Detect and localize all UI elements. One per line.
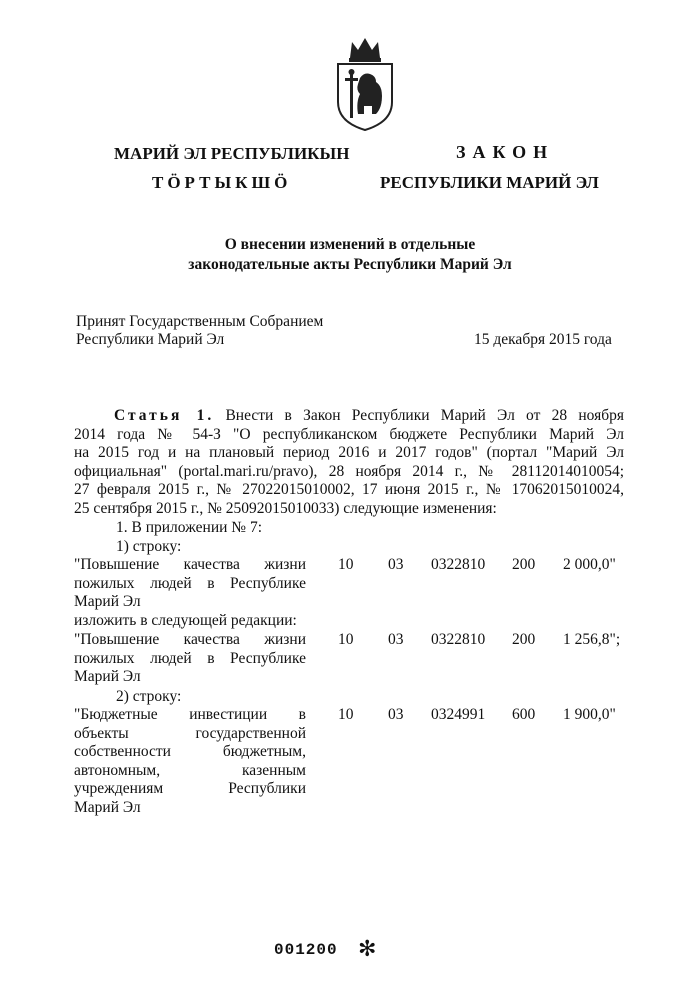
row1-amount: 2 000,0" — [563, 556, 616, 573]
row1-desc-line: пожилых людей в Республике — [74, 574, 306, 592]
row1-desc-line: "Повышение качества жизни — [74, 556, 306, 573]
article-line: 25 сентября 2015 г., № 25092015010033) следующие изменения: — [74, 499, 497, 517]
law-title-line1: О внесении изменений в отдельные — [224, 236, 476, 253]
row3-subsection: 03 — [388, 706, 404, 723]
item-1: 1. В приложении № 7: — [116, 519, 263, 536]
row2-desc-line: "Повышение качества жизни — [74, 631, 306, 648]
row2-amount: 1 256,8"; — [563, 631, 621, 648]
row2-description — [74, 631, 306, 687]
article-line: 2014 года № 54-З "О республиканском бюджете Республики Марий Эл — [74, 425, 624, 443]
row1-desc-line: Марий Эл — [74, 593, 141, 611]
header-left-line1: МАРИЙ ЭЛ РЕСПУБЛИКЫН — [114, 144, 350, 163]
adoption-line1: Принят Государственным Собранием — [76, 313, 324, 330]
header-right-line2: РЕСПУБЛИКИ МАРИЙ ЭЛ — [380, 173, 599, 192]
header-left-line2: ТӦРТЫКШӦ — [152, 173, 292, 192]
article-line: 27 февраля 2015 г., № 27022015010002, 17 июня 2015 г., № 17062015010024, — [74, 481, 624, 499]
row3-description — [74, 706, 306, 818]
row3-desc-line: собственности бюджетным, — [74, 743, 306, 761]
row2-subsection: 03 — [388, 631, 404, 648]
row3-desc-line: объекты государственной — [74, 724, 306, 742]
row3-desc-line: учреждениям Республики — [74, 780, 306, 798]
asterisk-mark: ✻ — [358, 937, 377, 962]
row1-target-article: 0322810 — [431, 556, 486, 573]
law-title-line2: законодательные акты Республики Марий Эл — [188, 256, 512, 273]
document-serial-number: 001200 — [274, 941, 338, 959]
article-line — [74, 407, 624, 426]
row3-expense-type: 600 — [512, 706, 536, 723]
row2-desc-line: пожилых людей в Республике — [74, 649, 306, 667]
row1-subsection: 03 — [388, 556, 404, 573]
row3-amount: 1 900,0" — [563, 706, 616, 723]
article-line: официальная" (portal.mari.ru/pravo), 28 ноября 2014 г., № 28112014010054; — [74, 462, 624, 480]
row3-target-article: 0324991 — [431, 706, 486, 723]
coat-of-arms-emblem — [330, 36, 400, 132]
subitem-1: 1) строку: — [116, 538, 182, 555]
row3-desc-line: "Бюджетные инвестиции в — [74, 706, 306, 723]
article-line: на 2015 год и на плановый период 2016 и 2017 годов" (портал "Марий Эл — [74, 444, 624, 462]
subitem-2: 2) строку: — [116, 688, 182, 705]
article-paragraph — [74, 407, 624, 519]
article-label: Статья 1. — [114, 407, 215, 424]
row2-expense-type: 200 — [512, 631, 536, 648]
row2-target-article: 0322810 — [431, 631, 486, 648]
row1-section: 10 — [338, 556, 354, 573]
row1-description — [74, 556, 306, 612]
edit-text: изложить в следующей редакции: — [74, 612, 297, 629]
header-right-line1: ЗАКОН — [456, 142, 555, 162]
row3-section: 10 — [338, 706, 354, 723]
row1-expense-type: 200 — [512, 556, 536, 573]
article-text: Внести в Закон Республики Марий Эл от 28 ноября — [225, 407, 625, 424]
row3-desc-line: Марий Эл — [74, 798, 141, 816]
row3-desc-line: автономным, казенным — [74, 761, 306, 779]
row2-section: 10 — [338, 631, 354, 648]
adoption-date: 15 декабря 2015 года — [474, 331, 612, 348]
row2-desc-line: Марий Эл — [74, 668, 141, 686]
adoption-line2: Республики Марий Эл — [76, 331, 225, 348]
